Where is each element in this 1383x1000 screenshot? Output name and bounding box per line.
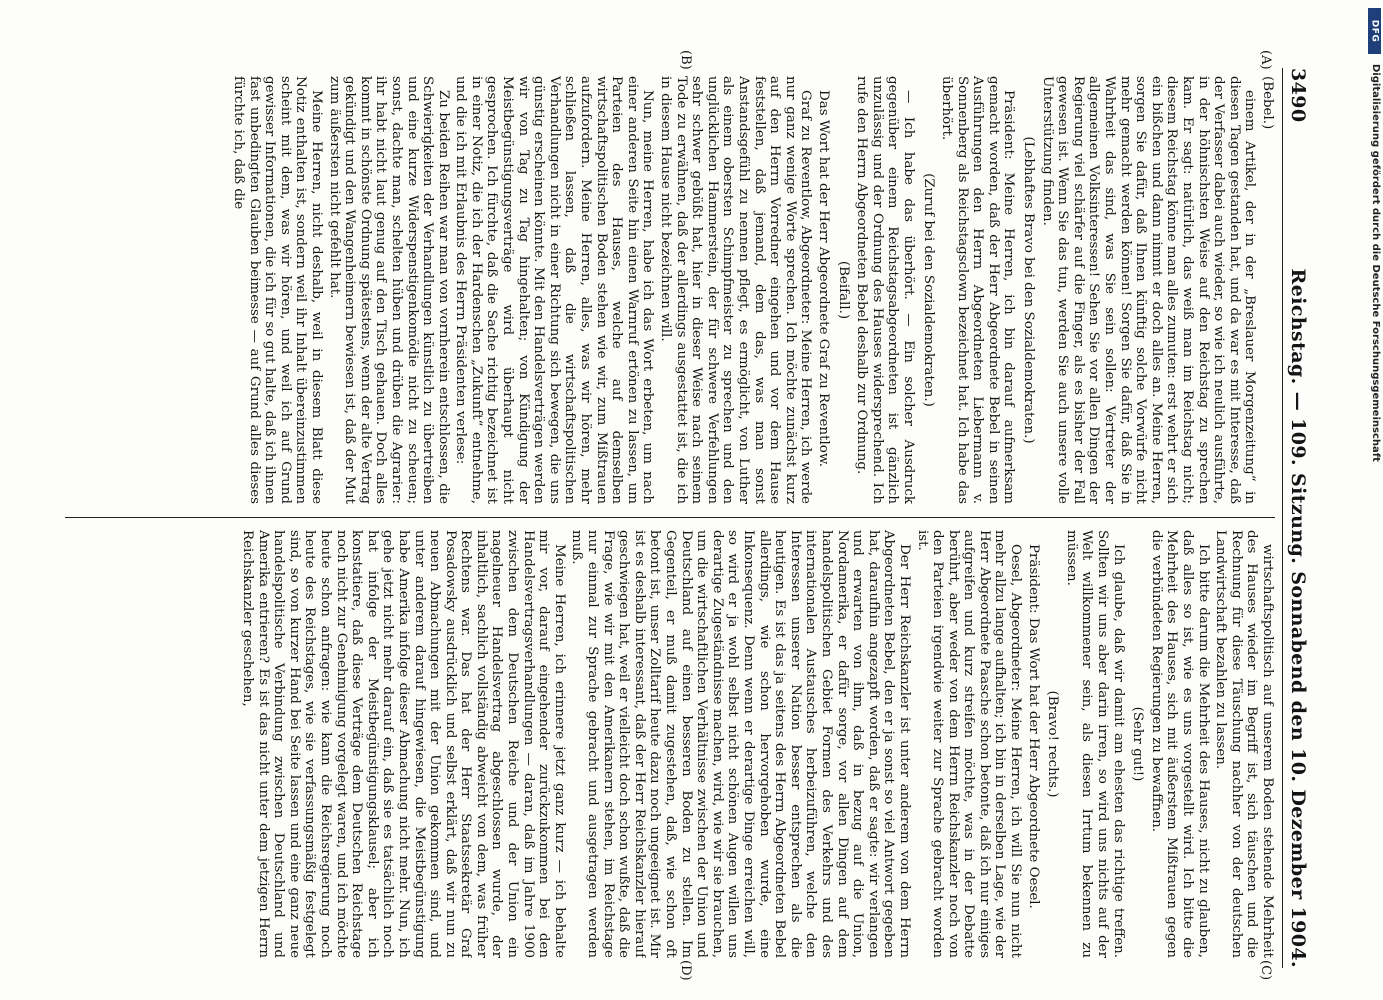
paragraph: Präsident: Das Wort hat der Herr Abgeordnete Oesel. — [1025, 544, 1041, 909]
page-number: 3490 — [1287, 68, 1309, 123]
digitization-credit-text: Digitalisierung gefördert durch die Deutsche Forschungsgemeinschaft — [1370, 64, 1381, 462]
rotated-page — [33, 48, 1333, 988]
paragraph: einem Artikel, der in der „Breslauer Morgenzeitung“ in diesen Tagen gestanden hat, und da war es mit Interesse, daß der Verfasser dabei auch wieder, so wie ich neulich ausführte, in der höhnischsten Weise auf den Reichstag zu sprechen kam. Er sagt: natürlich, das weiß man im Reichstag nicht; diesem Reichstag könne man alles zumuten: erst wehrt er sich ein bißchen und dann nimmt er doch alles an. Meine Herren, sorgen Sie dafür, daß Ihnen künftig solche Vorwürfe nicht mehr gemacht werden können! Sorgen Sie dafür, daß Sie in Wahrheit das sind, was Sie sein sollen: Vertreter der allgemeinen Volksinteressen! Sehen Sie vor allen Dingen der Regierung viel schärfer auf die Finger, als es bisher der Fall gewesen ist. Wenn Sie das tun, werden Sie auch unsere volle Unterstützung finden. — [1039, 76, 1258, 504]
paragraph: Das Wort hat der Herr Abgeordnete Graf zu Reventlow. — [815, 90, 831, 467]
left-text-column — [55, 76, 1275, 504]
paragraph: Ich glaube, daß wir damit am ehesten das richtige treffen. Sollten wir uns aber darin irren, so wird uns nichts auf der Welt willkommener sein, als diesen Irrtum bekennen zu müssen. — [1063, 530, 1126, 958]
digitization-credit — [1367, 64, 1381, 824]
paragraph: Zu beiden Reihen war man von vornherein entschlossen, die Schwierigkeiten der Verhandlungen künstlich zu übertreiben und eine kurze Widerspenstigenkomödie nicht zu scheuen; sonst, dachte man, schelten hüben und drüben die Agrarier: ihr habt nicht laut genug auf den Tisch gehauen. Doch alles kommt in schönste Ordnung spätestens, wenn der alte Vertrag gekündigt und den Wangenheimern bewiesen ist, daß der Mut zum äußersten nicht gefehlt hat. — [326, 76, 451, 504]
paragraph: Graf zu Reventlow, Abgeordneter: Meine Herren, ich werde nur ganz wenige Worte sprechen. Ich möchte zunächst kurz auf den Herrn Vorredner eingehen und vor dem Hause feststellen, daß jemand, dem das, was man sonst Anstandsgefühl zu nennen pflegt, es ermöglicht, von Luther als einem obersten Schimpfmeister zu sprechen und den unglücklichen Hammerstein, der für schwere Verfehlungen sehr schwer gebüßt hat, hier in dieser Weise nach seinem Tode zu erwähnen, daß der allerdings ausgestattet ist, die ich in diesem Hause nicht bezeichnen will. — [658, 76, 814, 504]
interjection: (Sehr gut!) — [1130, 706, 1146, 782]
interjection: (Zuruf bei den Sozialdemokraten.) — [920, 173, 936, 407]
margin-mark-c: (C) — [1258, 960, 1273, 981]
margin-mark-b: (B) — [678, 50, 693, 70]
dfg-logo — [1368, 8, 1381, 54]
header-rule — [1282, 68, 1283, 968]
margin-mark-a: (A) — [1258, 50, 1273, 70]
interjection: (Lebhaftes Bravo bei den Sozialdemokraten.) — [1021, 136, 1037, 444]
page-header — [1287, 68, 1315, 968]
right-text-column — [55, 530, 1275, 958]
paragraph: Der Herr Reichskanzler ist unter anderem von dem Herrn Abgeordneten Bebel, den er ja sonst so viel Antwort gegeben hat, daraufhin angezapft worden, daß er sagte: wir verlangen und erwarten von ihm, daß in bezug auf die Union, Nordamerika, er dafür sorge, vor allen Dingen auf dem handelspolitischen Gebiet Formen des Verkehrs und des internationalen Austausches herbeizuführen, welche den Interessen unserer Nation besser entsprechen als die heutigen. Es ist das ja seitens des Herrn Abgeordneten Bebel allerdings, wie schon hervorgehoben wurde, eine Inkonsequenz. Denn wenn er derartige Dinge erreichen will, so wird er ja wohl selbst nicht schönen Augen willen uns derartige Zugeständnisse machen, wird, wie wir sie brauchen, um die wirtschaftlichen Verhältnisse zwischen der Union und Deutschland auf einen besseren Boden zu stellen. Im Gegenteil, er muß damit zugestehen, daß, wie schon oft betont ist, unser Zolltarif heute dazu noch ungeeignet ist. Mir ist es deshalb interessant, daß der Herr Reichskanzler hierauf geschwiegen hat, weil er vielleicht doch schon wußte, daß die Frage, wie wir mit den Amerikanern stehen, im Reichstage nur einmal zur Sprache gebracht und ausgetragen werden muß. — [569, 530, 912, 958]
paragraph: Ich bitte darum die Mehrheit des Hauses, nicht zu glauben, daß alles so ist, wie es uns vorgestellt wird. Ich bitte die Mehrheit des Hauses, sich mit äußerstem Mißtrauen gegen die verbündeten Regierungen zu bewaffnen. — [1148, 530, 1211, 958]
paragraph: Oesel, Abgeordneter: Meine Herren, ich will Sie nun nicht mehr allzu lange aufhalten; ich bin in derselben Lage, wie der Herr Abgeordnete Paasche schon betonte, daß ich nur einiges aufgreifen und kurz streifen möchte, was in der Debatte berührt, aber weder von dem Herrn Reichskanzler noch von den Parteien irgendwie weiter zur Sprache gebracht worden ist. — [914, 530, 1024, 958]
paragraph: Meine Herren, nicht deshalb, weil in diesem Blatt diese Notiz enthalten ist, sondern weil ihr Inhalt übereinzustimmen scheint mit dem, was wir hören, und weil ich auf Grund gewisser Informationen, die ich für so gut halte, daß ich ihnen fast unbedingten Glauben beimesse — auf Grund alles dieses fürchte ich, daß die — [231, 76, 324, 504]
column-divider — [65, 517, 1275, 518]
interjection: (Bravo! rechts.) — [1045, 690, 1061, 798]
margin-mark-d: (D) — [678, 960, 693, 981]
dfg-logo-text: DFG — [1369, 19, 1380, 43]
interjection: (Beifall.) — [835, 260, 851, 320]
paragraph: Präsident: Meine Herren, ich bin darauf aufmerksam gemacht worden, daß der Herr Abgeordnete Bebel in seinen Ausführungen den Herrn Abgeordneten Liebermann v. Sonnenberg als Reichstagsclown bezeichnet hat. Ich habe das überhört. — [939, 76, 1017, 504]
paragraph: wirtschaftspolitisch auf unserem Boden stehende Mehrheit des Hauses wieder im Begriff ist, sich täuschen und die Rechnung für diese Täuschung nachher von der deutschen Landwirtschaft bezahlen zu lassen. — [1213, 530, 1275, 958]
page-title: Reichstag. — 109. Sitzung. Sonnabend den 10. Dezember 1904. — [1287, 268, 1309, 968]
paragraph: Meine Herren, ich erinnere jetzt ganz kurz — ich behalte mir vor, darauf eingehender zurückzukommen bei den Handelsvertragsverhandlungen — daran, daß im Jahre 1900 zwischen dem Deutschen Reiche und der Union ein nagelneuer Handelsvertrag abgeschlossen wurde, der inhaltlich, sachlich vollständig abweicht von dem, was früher Rechtens war. Das hat der Herr Staatssekretär Graf Posadowsky ausdrücklich und selbst erklärt, daß wir nun zu neuen Abmachungen mit der Union gekommen sind, und unter anderem darauf hingewiesen, die Meistbegünstigung habe Amerika infolge dieser Abmachung nicht mehr. Nun, ich gehe jetzt nicht mehr darauf ein, daß sie es tatsächlich noch hat infolge der Meistbegünstigungsklausel; aber ich konstatiere, daß diese Verträge dem Deutschen Reichstage noch nicht zur Genehmigung vorgelegt waren, und ich möchte heute schon anfragen: wie kann die Reichsregierung noch heute des Reichstages, wie sie verfassungsmäßig festgelegt sind, so von kurzer Hand bei Seite lassen und eine ganz neue handelspolitische Verbindung zwischen Deutschland und Amerika entrieren? Es ist das nicht unter dem jetzigen Herrn Reichskanzler geschehen, — [240, 530, 567, 958]
speaker-tag: (Bebel.) — [1260, 76, 1275, 130]
paragraph: — Ich habe das überhört. — Ein solcher Ausdruck gegenüber einem Reichstagsabgeordneten ist gänzlich unzulässig und der Ordnung des Hauses widersprechend. Ich rufe den Herrn Abgeordneten Bebel deshalb zur Ordnung. — [854, 76, 916, 504]
paragraph: Nun, meine Herren, habe ich das Wort erbeten, um nach einer anderen Seite hin einen Warnruf ertönen zu lassen, um Parteien des Hauses, welche auf demselben wirtschaftspolitischen Boden stehen wie wir, zum Mißtrauen aufzufordern. Meine Herren, alles, was wir hören, mehr schließen lassen, daß die wirtschaftspolitischen Verhandlungen nicht in einer Richtung sich bewegen, die uns günstig erscheinen könnte. Mit den Handelsverträgen werden wir von Tag zu Tag hingehalten; von Kündigung der Meistbegünstigungsverträge wird überhaupt nicht gesprochen. Ich fürchte, daß die Sache richtig bezeichnet ist in einer Notiz, die ich der Hardenschen „Zukunft“ entnehme, und die ich mit Erlaubnis des Herrn Präsidenten verlese: — [453, 76, 656, 504]
